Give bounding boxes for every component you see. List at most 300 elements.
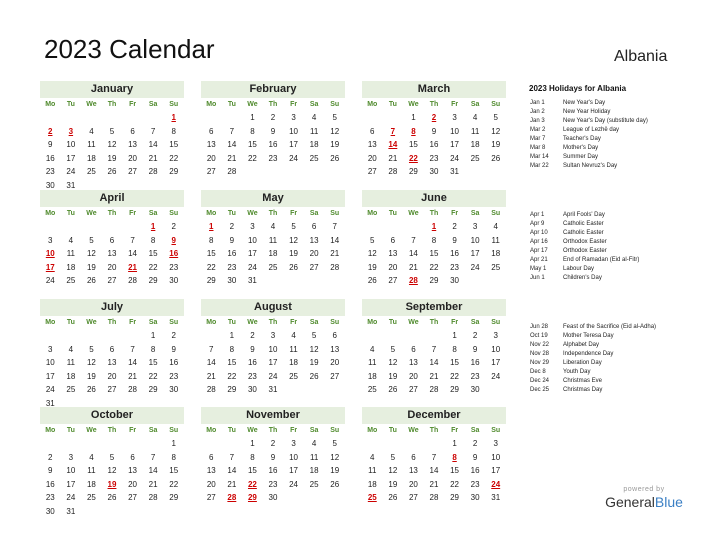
day-cell: 3	[472, 222, 478, 231]
day-cell: 2	[270, 113, 276, 122]
day-cell: 12	[491, 126, 501, 136]
weekday-label: Fr	[129, 210, 137, 217]
day-cell: 6	[209, 452, 214, 462]
day-cell: 11	[87, 466, 96, 475]
day-cell: 23	[247, 371, 257, 381]
day-cell: 2	[48, 452, 53, 462]
day-cell: 9	[431, 126, 437, 136]
month-days-grid	[40, 98, 184, 192]
day-cell: 20	[206, 479, 216, 489]
day-cell: 12	[289, 235, 299, 245]
weekday-label: Su	[491, 210, 501, 217]
day-cell: 24	[247, 262, 257, 272]
day-cell: 19	[388, 479, 398, 489]
holiday-date: Dec 24	[530, 378, 550, 384]
day-cell: 15	[169, 140, 179, 149]
holidays-title: 2023 Holidays for Albania	[529, 84, 627, 93]
day-cell: 26	[388, 385, 398, 394]
holiday-name: Feast of the Sacrifice (Eid al-Adha)	[563, 324, 657, 330]
day-cell: 19	[107, 153, 117, 163]
day-cell: 8	[431, 235, 437, 245]
day-cell: 22	[247, 153, 257, 163]
day-cell: 13	[408, 466, 418, 475]
empty-day-cell	[61, 111, 82, 125]
day-cell: 25	[86, 167, 96, 176]
day-cell: 24	[66, 493, 76, 502]
weekday-label: Su	[491, 319, 501, 326]
month-days-grid	[40, 316, 184, 410]
holiday-day: 8	[411, 126, 416, 136]
day-cell: 24	[66, 167, 76, 176]
day-cell: 7	[209, 344, 214, 354]
day-cell: 16	[268, 140, 278, 149]
day-cell: 18	[491, 249, 501, 258]
empty-day-cell	[102, 220, 123, 234]
month-header: January	[40, 81, 184, 98]
day-cell: 19	[367, 262, 377, 272]
empty-day-cell	[122, 437, 143, 451]
weekday-label: Mo	[206, 427, 217, 434]
day-cell: 31	[491, 493, 501, 502]
weekday-label: Th	[429, 101, 439, 108]
holiday-name: April Fools' Day	[563, 212, 605, 218]
holiday-date: Apr 21	[530, 257, 548, 263]
weekday-label: We	[86, 427, 97, 434]
month-header: December	[362, 407, 506, 424]
day-cell: 25	[491, 262, 501, 272]
day-cell: 27	[330, 371, 340, 381]
month-october	[40, 407, 184, 518]
holiday-day: 2	[48, 126, 53, 136]
weekday-label: Mo	[206, 210, 217, 217]
month-february	[201, 81, 345, 179]
empty-day-cell	[383, 111, 404, 125]
day-cell: 1	[250, 113, 255, 122]
month-header: August	[201, 299, 345, 316]
page-title: 2023 Calendar	[44, 34, 215, 64]
empty-day-cell	[143, 111, 164, 125]
holiday-day: 2	[431, 113, 437, 122]
weekday-label: We	[408, 319, 419, 326]
holiday-date: Dec 8	[530, 369, 546, 375]
holiday-row	[530, 144, 700, 153]
empty-day-cell	[222, 111, 243, 125]
day-cell: 30	[45, 506, 55, 516]
day-cell: 25	[66, 276, 76, 285]
weekday-label: We	[408, 101, 419, 108]
day-cell: 31	[247, 276, 257, 285]
holiday-day: 21	[128, 262, 138, 272]
holiday-day: 19	[107, 479, 117, 489]
day-cell: 23	[268, 479, 278, 489]
holiday-row	[530, 211, 700, 220]
day-cell: 21	[227, 479, 237, 489]
month-header: November	[201, 407, 345, 424]
day-cell: 5	[89, 235, 94, 245]
day-cell: 10	[289, 452, 299, 462]
day-cell: 6	[311, 222, 317, 231]
day-cell: 12	[388, 358, 398, 367]
day-cell: 19	[491, 140, 501, 149]
day-cell: 5	[311, 331, 317, 340]
day-cell: 25	[66, 385, 76, 394]
empty-day-cell	[122, 329, 143, 343]
day-cell: 13	[107, 249, 117, 258]
month-july	[40, 299, 184, 410]
day-cell: 24	[491, 371, 501, 381]
holiday-name: Sultan Nevruz's Day	[563, 163, 618, 169]
month-header: July	[40, 299, 184, 316]
day-cell: 16	[470, 466, 480, 475]
day-cell: 3	[291, 439, 296, 448]
day-cell: 27	[367, 167, 377, 176]
day-cell: 25	[268, 262, 278, 272]
day-cell: 27	[388, 276, 398, 285]
weekday-label: Su	[330, 210, 340, 217]
weekday-label: Su	[169, 101, 179, 108]
day-cell: 28	[330, 262, 340, 272]
day-cell: 1	[452, 331, 457, 340]
holiday-date: Mar 14	[530, 154, 549, 160]
generalblue-logo	[588, 494, 700, 510]
day-cell: 4	[89, 126, 94, 136]
empty-day-cell	[81, 220, 102, 234]
holiday-row	[530, 108, 700, 117]
weekday-label: We	[86, 101, 97, 108]
day-cell: 22	[450, 479, 460, 489]
weekday-label: Fr	[290, 319, 298, 326]
empty-day-cell	[201, 437, 222, 451]
weekday-label: Tu	[388, 319, 397, 326]
holiday-row	[530, 377, 700, 386]
day-cell: 15	[247, 466, 257, 475]
day-cell: 18	[66, 371, 76, 381]
country-name: Albania	[614, 48, 668, 65]
day-cell: 28	[206, 385, 216, 394]
day-cell: 4	[311, 113, 317, 122]
day-cell: 3	[48, 344, 53, 354]
holiday-row	[530, 350, 700, 359]
weekday-label: Th	[268, 427, 278, 434]
month-november	[201, 407, 345, 505]
weekday-label: Tu	[66, 210, 75, 217]
day-cell: 6	[130, 126, 135, 136]
weekday-label: Su	[169, 427, 179, 434]
day-cell: 25	[309, 479, 319, 489]
weekday-label: Sa	[148, 210, 158, 217]
month-april	[40, 190, 184, 288]
month-march	[362, 81, 506, 179]
day-cell: 10	[491, 452, 501, 462]
day-cell: 19	[388, 371, 398, 381]
day-cell: 2	[171, 331, 176, 340]
weekday-label: Fr	[451, 319, 459, 326]
day-cell: 7	[332, 222, 337, 231]
day-cell: 3	[493, 331, 498, 340]
day-cell: 9	[270, 452, 276, 462]
day-cell: 10	[289, 126, 299, 136]
brand-footer	[588, 486, 700, 510]
day-cell: 15	[206, 249, 216, 258]
holiday-date: Jun 1	[530, 275, 545, 281]
day-cell: 4	[291, 331, 296, 340]
weekday-label: Fr	[290, 427, 298, 434]
day-cell: 29	[450, 493, 460, 502]
weekday-label: Th	[268, 210, 278, 217]
day-cell: 4	[311, 439, 317, 448]
empty-day-cell	[102, 329, 123, 343]
day-cell: 30	[268, 493, 278, 502]
day-cell: 17	[45, 371, 55, 381]
day-cell: 26	[309, 371, 319, 381]
day-cell: 15	[169, 466, 179, 475]
empty-day-cell	[102, 437, 123, 451]
day-cell: 10	[66, 466, 76, 475]
day-cell: 9	[452, 235, 457, 245]
empty-day-cell	[201, 111, 222, 125]
day-cell: 4	[493, 222, 498, 231]
weekday-label: Sa	[148, 319, 158, 326]
day-cell: 7	[229, 126, 235, 136]
weekday-label: Mo	[45, 319, 56, 326]
weekday-label: Mo	[206, 319, 217, 326]
weekday-label: Su	[491, 101, 501, 108]
holiday-date: Jan 3	[530, 118, 545, 124]
empty-day-cell	[362, 111, 383, 125]
day-cell: 28	[429, 385, 439, 394]
day-cell: 23	[45, 167, 55, 176]
weekday-label: Th	[107, 319, 117, 326]
day-cell: 5	[89, 344, 94, 354]
empty-day-cell	[222, 437, 243, 451]
weekday-label: Fr	[451, 210, 459, 217]
day-cell: 7	[150, 126, 156, 136]
empty-day-cell	[40, 111, 61, 125]
holiday-row	[530, 162, 700, 171]
day-cell: 16	[227, 249, 237, 258]
holiday-date: Jan 2	[530, 109, 545, 115]
month-days-grid	[201, 424, 345, 505]
holiday-row	[530, 238, 700, 247]
day-cell: 19	[330, 466, 340, 475]
day-cell: 5	[332, 439, 337, 448]
day-cell: 17	[66, 153, 76, 163]
weekday-label: We	[247, 319, 258, 326]
day-cell: 7	[130, 344, 135, 354]
day-cell: 17	[450, 140, 460, 149]
day-cell: 10	[491, 344, 501, 354]
day-cell: 9	[229, 235, 235, 245]
holiday-name: Teacher's Day	[563, 136, 601, 142]
day-cell: 3	[291, 113, 296, 122]
holiday-date: Nov 29	[530, 360, 550, 366]
month-days-grid	[201, 316, 345, 397]
day-cell: 23	[470, 479, 480, 489]
day-cell: 26	[330, 153, 340, 163]
month-header: April	[40, 190, 184, 207]
day-cell: 18	[66, 262, 76, 272]
holiday-day: 7	[390, 126, 396, 136]
holiday-date: Mar 7	[530, 136, 546, 142]
day-cell: 25	[289, 371, 299, 381]
weekday-label: Fr	[129, 101, 137, 108]
holiday-row	[530, 99, 700, 108]
weekday-label: Mo	[45, 101, 56, 108]
weekday-label: Sa	[148, 427, 158, 434]
weekday-label: Tu	[388, 210, 397, 217]
day-cell: 1	[452, 439, 457, 448]
weekday-label: We	[247, 427, 258, 434]
day-cell: 30	[450, 276, 460, 285]
day-cell: 26	[107, 493, 117, 502]
day-cell: 23	[450, 262, 460, 272]
day-cell: 20	[367, 153, 377, 163]
day-cell: 11	[470, 126, 480, 136]
day-cell: 4	[472, 113, 478, 122]
day-cell: 12	[330, 452, 340, 462]
weekday-label: Mo	[367, 210, 378, 217]
day-cell: 5	[493, 113, 498, 122]
day-cell: 5	[390, 344, 396, 354]
day-cell: 5	[370, 235, 375, 245]
weekday-label: Tu	[227, 319, 236, 326]
weekday-label: Tu	[227, 427, 236, 434]
day-cell: 5	[109, 126, 115, 136]
day-cell: 17	[247, 249, 257, 258]
day-cell: 6	[332, 331, 337, 340]
day-cell: 24	[450, 153, 460, 163]
day-cell: 14	[227, 466, 237, 475]
day-cell: 16	[45, 153, 55, 163]
day-cell: 31	[45, 398, 55, 408]
weekday-label: Th	[429, 319, 439, 326]
month-august	[201, 299, 345, 397]
holiday-day: 8	[452, 452, 457, 462]
weekday-label: Mo	[206, 101, 217, 108]
holiday-row	[530, 126, 700, 135]
day-cell: 19	[289, 249, 299, 258]
day-cell: 20	[107, 262, 117, 272]
holiday-row	[530, 153, 700, 162]
month-days-grid	[201, 207, 345, 288]
day-cell: 16	[429, 140, 439, 149]
holiday-name: Catholic Easter	[563, 221, 604, 227]
holiday-name: League of Lezhë day	[563, 127, 620, 133]
holiday-date: Mar 8	[530, 145, 546, 151]
holiday-row	[530, 341, 700, 350]
day-cell: 2	[229, 222, 235, 231]
day-cell: 3	[452, 113, 457, 122]
month-january	[40, 81, 184, 192]
day-cell: 12	[107, 140, 117, 149]
empty-day-cell	[61, 220, 82, 234]
day-cell: 28	[148, 493, 158, 502]
day-cell: 2	[472, 331, 478, 340]
day-cell: 11	[66, 249, 75, 258]
day-cell: 4	[89, 452, 94, 462]
holiday-row	[530, 117, 700, 126]
weekday-label: Mo	[367, 319, 378, 326]
weekday-label: Tu	[227, 101, 236, 108]
day-cell: 17	[470, 249, 480, 258]
holiday-name: Mother's Day	[563, 145, 599, 151]
weekday-label: Th	[107, 210, 117, 217]
empty-day-cell	[424, 329, 445, 343]
day-cell: 22	[206, 262, 216, 272]
day-cell: 6	[130, 452, 135, 462]
holiday-day: 1	[431, 222, 437, 231]
holiday-name: New Year Holiday	[563, 109, 611, 115]
brand-general: General	[605, 494, 655, 510]
holiday-name: End of Ramadan (Eid al-Fitr)	[563, 257, 640, 263]
day-cell: 12	[367, 249, 377, 258]
weekday-label: We	[247, 101, 258, 108]
holiday-row	[530, 135, 700, 144]
weekday-label: Th	[268, 101, 278, 108]
empty-day-cell	[81, 437, 102, 451]
empty-day-cell	[362, 220, 383, 234]
empty-day-cell	[102, 111, 123, 125]
holiday-date: Apr 10	[530, 230, 548, 236]
day-cell: 11	[268, 235, 278, 245]
weekday-label: Th	[268, 319, 278, 326]
day-cell: 12	[86, 358, 96, 367]
holiday-name: Summer Day	[563, 154, 599, 160]
day-cell: 11	[368, 358, 377, 367]
day-cell: 21	[148, 153, 158, 163]
day-cell: 22	[169, 479, 179, 489]
day-cell: 11	[309, 452, 319, 462]
day-cell: 22	[148, 371, 158, 381]
holiday-day: 14	[388, 140, 398, 149]
day-cell: 29	[148, 385, 158, 394]
day-cell: 15	[148, 358, 158, 367]
day-cell: 18	[309, 140, 319, 149]
day-cell: 11	[309, 126, 319, 136]
day-cell: 24	[268, 371, 278, 381]
holiday-day: 28	[408, 276, 418, 285]
day-cell: 2	[171, 222, 176, 231]
day-cell: 29	[206, 276, 216, 285]
day-cell: 17	[66, 479, 76, 489]
day-cell: 23	[227, 262, 237, 272]
day-cell: 8	[250, 126, 255, 136]
empty-day-cell	[362, 329, 383, 343]
holiday-date: Dec 25	[530, 387, 550, 393]
day-cell: 4	[68, 235, 74, 245]
holiday-group	[530, 211, 700, 283]
holiday-row	[530, 220, 700, 229]
weekday-label: Sa	[470, 427, 480, 434]
day-cell: 27	[128, 167, 138, 176]
day-cell: 18	[86, 479, 96, 489]
day-cell: 1	[171, 439, 176, 448]
holiday-day: 25	[367, 493, 377, 502]
day-cell: 20	[408, 371, 418, 381]
day-cell: 1	[229, 331, 235, 340]
day-cell: 19	[330, 140, 340, 149]
weekday-label: Fr	[290, 101, 298, 108]
day-cell: 9	[270, 126, 276, 136]
day-cell: 7	[431, 452, 437, 462]
month-days-grid	[362, 98, 506, 179]
holiday-day: 10	[45, 249, 55, 258]
day-cell: 8	[150, 235, 156, 245]
day-cell: 25	[367, 385, 377, 394]
day-cell: 16	[247, 358, 257, 367]
brand-blue: Blue	[654, 494, 683, 510]
day-cell: 9	[472, 452, 478, 462]
